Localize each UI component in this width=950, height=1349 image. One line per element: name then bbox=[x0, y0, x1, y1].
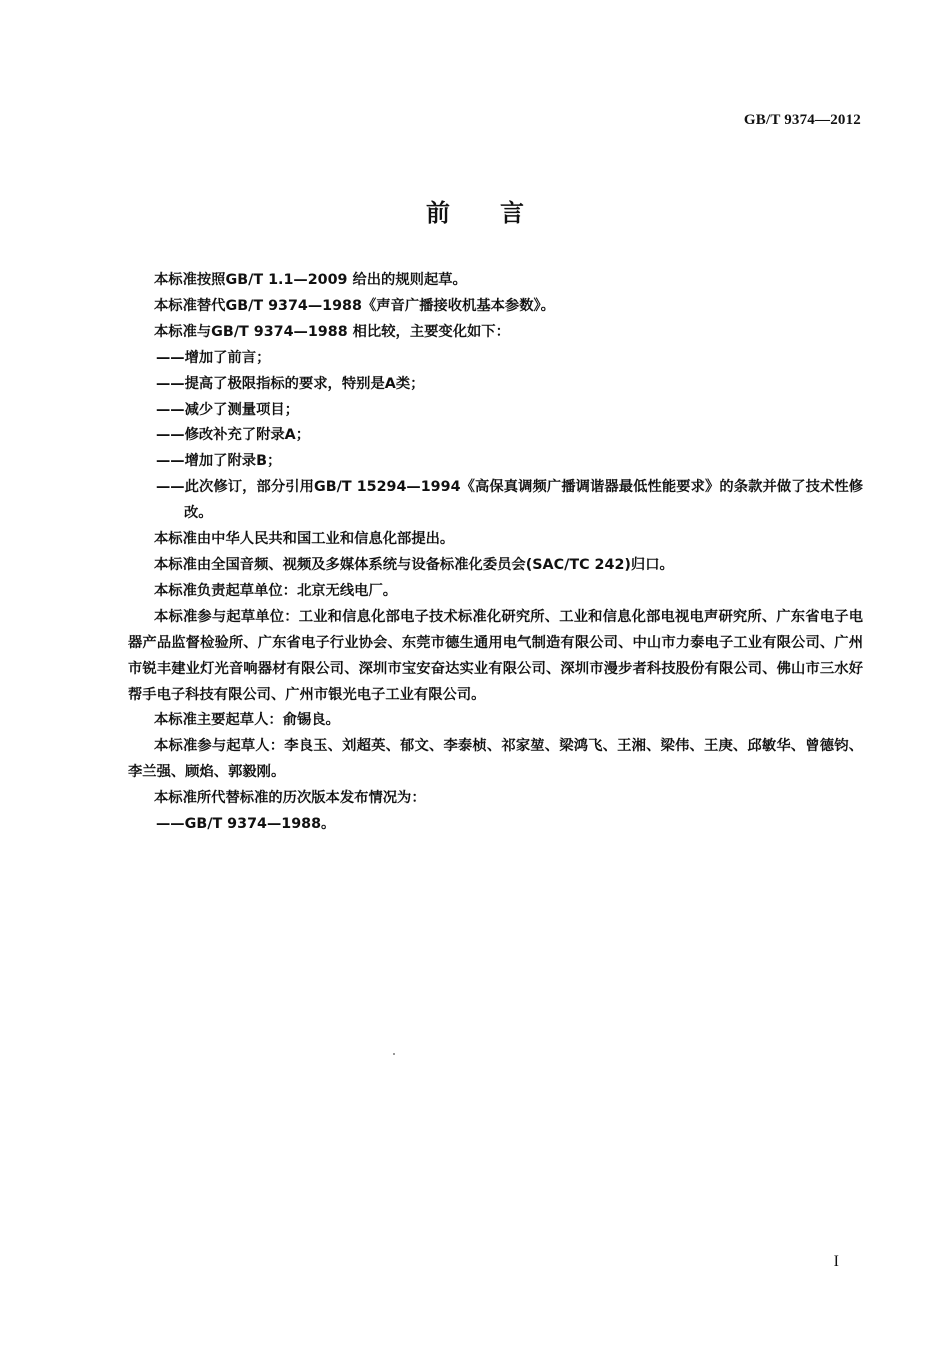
list-item: ——修改补充了附录A； bbox=[156, 427, 311, 444]
paragraph-participating-orgs: 本标准参与起草单位：工业和信息化部电子技术标准化研究所、工业和信息化部电视电声研究所、广东省电子电器产品监督检验所、广东省电子行业协会、东莞市德生通用电气制造有限公司、中山市力泰电子工业有限公司、广州市锐丰建业灯光音响器材有限公司、深圳市宝安奋达实业有限公司、深圳市漫步者科技股份有限公司、佛山市三水好帮手电子科技有限公司、广州市银光电子工业有限公司。 bbox=[128, 608, 863, 703]
paragraph-changes-intro: 本标准与GB/T 9374—1988 相比较，主要变化如下： bbox=[154, 323, 510, 340]
standard-code: GB/T 9374—2012 bbox=[743, 112, 861, 128]
paragraph-proposed-by: 本标准由中华人民共和国工业和信息化部提出。 bbox=[154, 531, 455, 548]
paragraph-main-drafter: 本标准主要起草人：俞锡良。 bbox=[154, 712, 340, 729]
list-item: ——此次修订，部分引用GB/T 15294—1994《高保真调频广播调谐器最低性能要求》的条款并做了技术性修改。 bbox=[156, 479, 863, 522]
page-title: 前言 bbox=[426, 199, 574, 227]
foreword-body bbox=[128, 268, 863, 838]
paragraph-drafting-rules: 本标准按照GB/T 1.1—2009 给出的规则起草。 bbox=[154, 272, 467, 288]
list-item: ——提高了极限指标的要求，特别是A类； bbox=[156, 375, 425, 392]
paragraph-participating-drafters: 本标准参与起草人：李良玉、刘超英、郁文、李泰桢、祁家堃、梁鸿飞、王湘、梁伟、王庚、邱敏华、曾德钧、李兰强、顾焰、郭毅刚。 bbox=[128, 738, 863, 781]
paragraph-centralized-by: 本标准由全国音频、视频及多媒体系统与设备标准化委员会(SAC/TC 242)归口。 bbox=[154, 556, 674, 573]
list-item: ——增加了附录B； bbox=[156, 453, 282, 470]
page-number: I bbox=[833, 1253, 839, 1270]
paragraph-version-history: 本标准所代替标准的历次版本发布情况为： bbox=[154, 790, 426, 807]
list-item: ——GB/T 9374—1988。 bbox=[156, 816, 336, 833]
list-item: ——减少了测量项目； bbox=[156, 401, 299, 418]
scan-speck bbox=[393, 1053, 395, 1055]
paragraph-replaces: 本标准替代GB/T 9374—1988《声音广播接收机基本参数》。 bbox=[154, 297, 555, 314]
list-item: ——增加了前言； bbox=[156, 349, 271, 366]
paragraph-lead-drafter-org: 本标准负责起草单位：北京无线电厂。 bbox=[154, 582, 398, 599]
